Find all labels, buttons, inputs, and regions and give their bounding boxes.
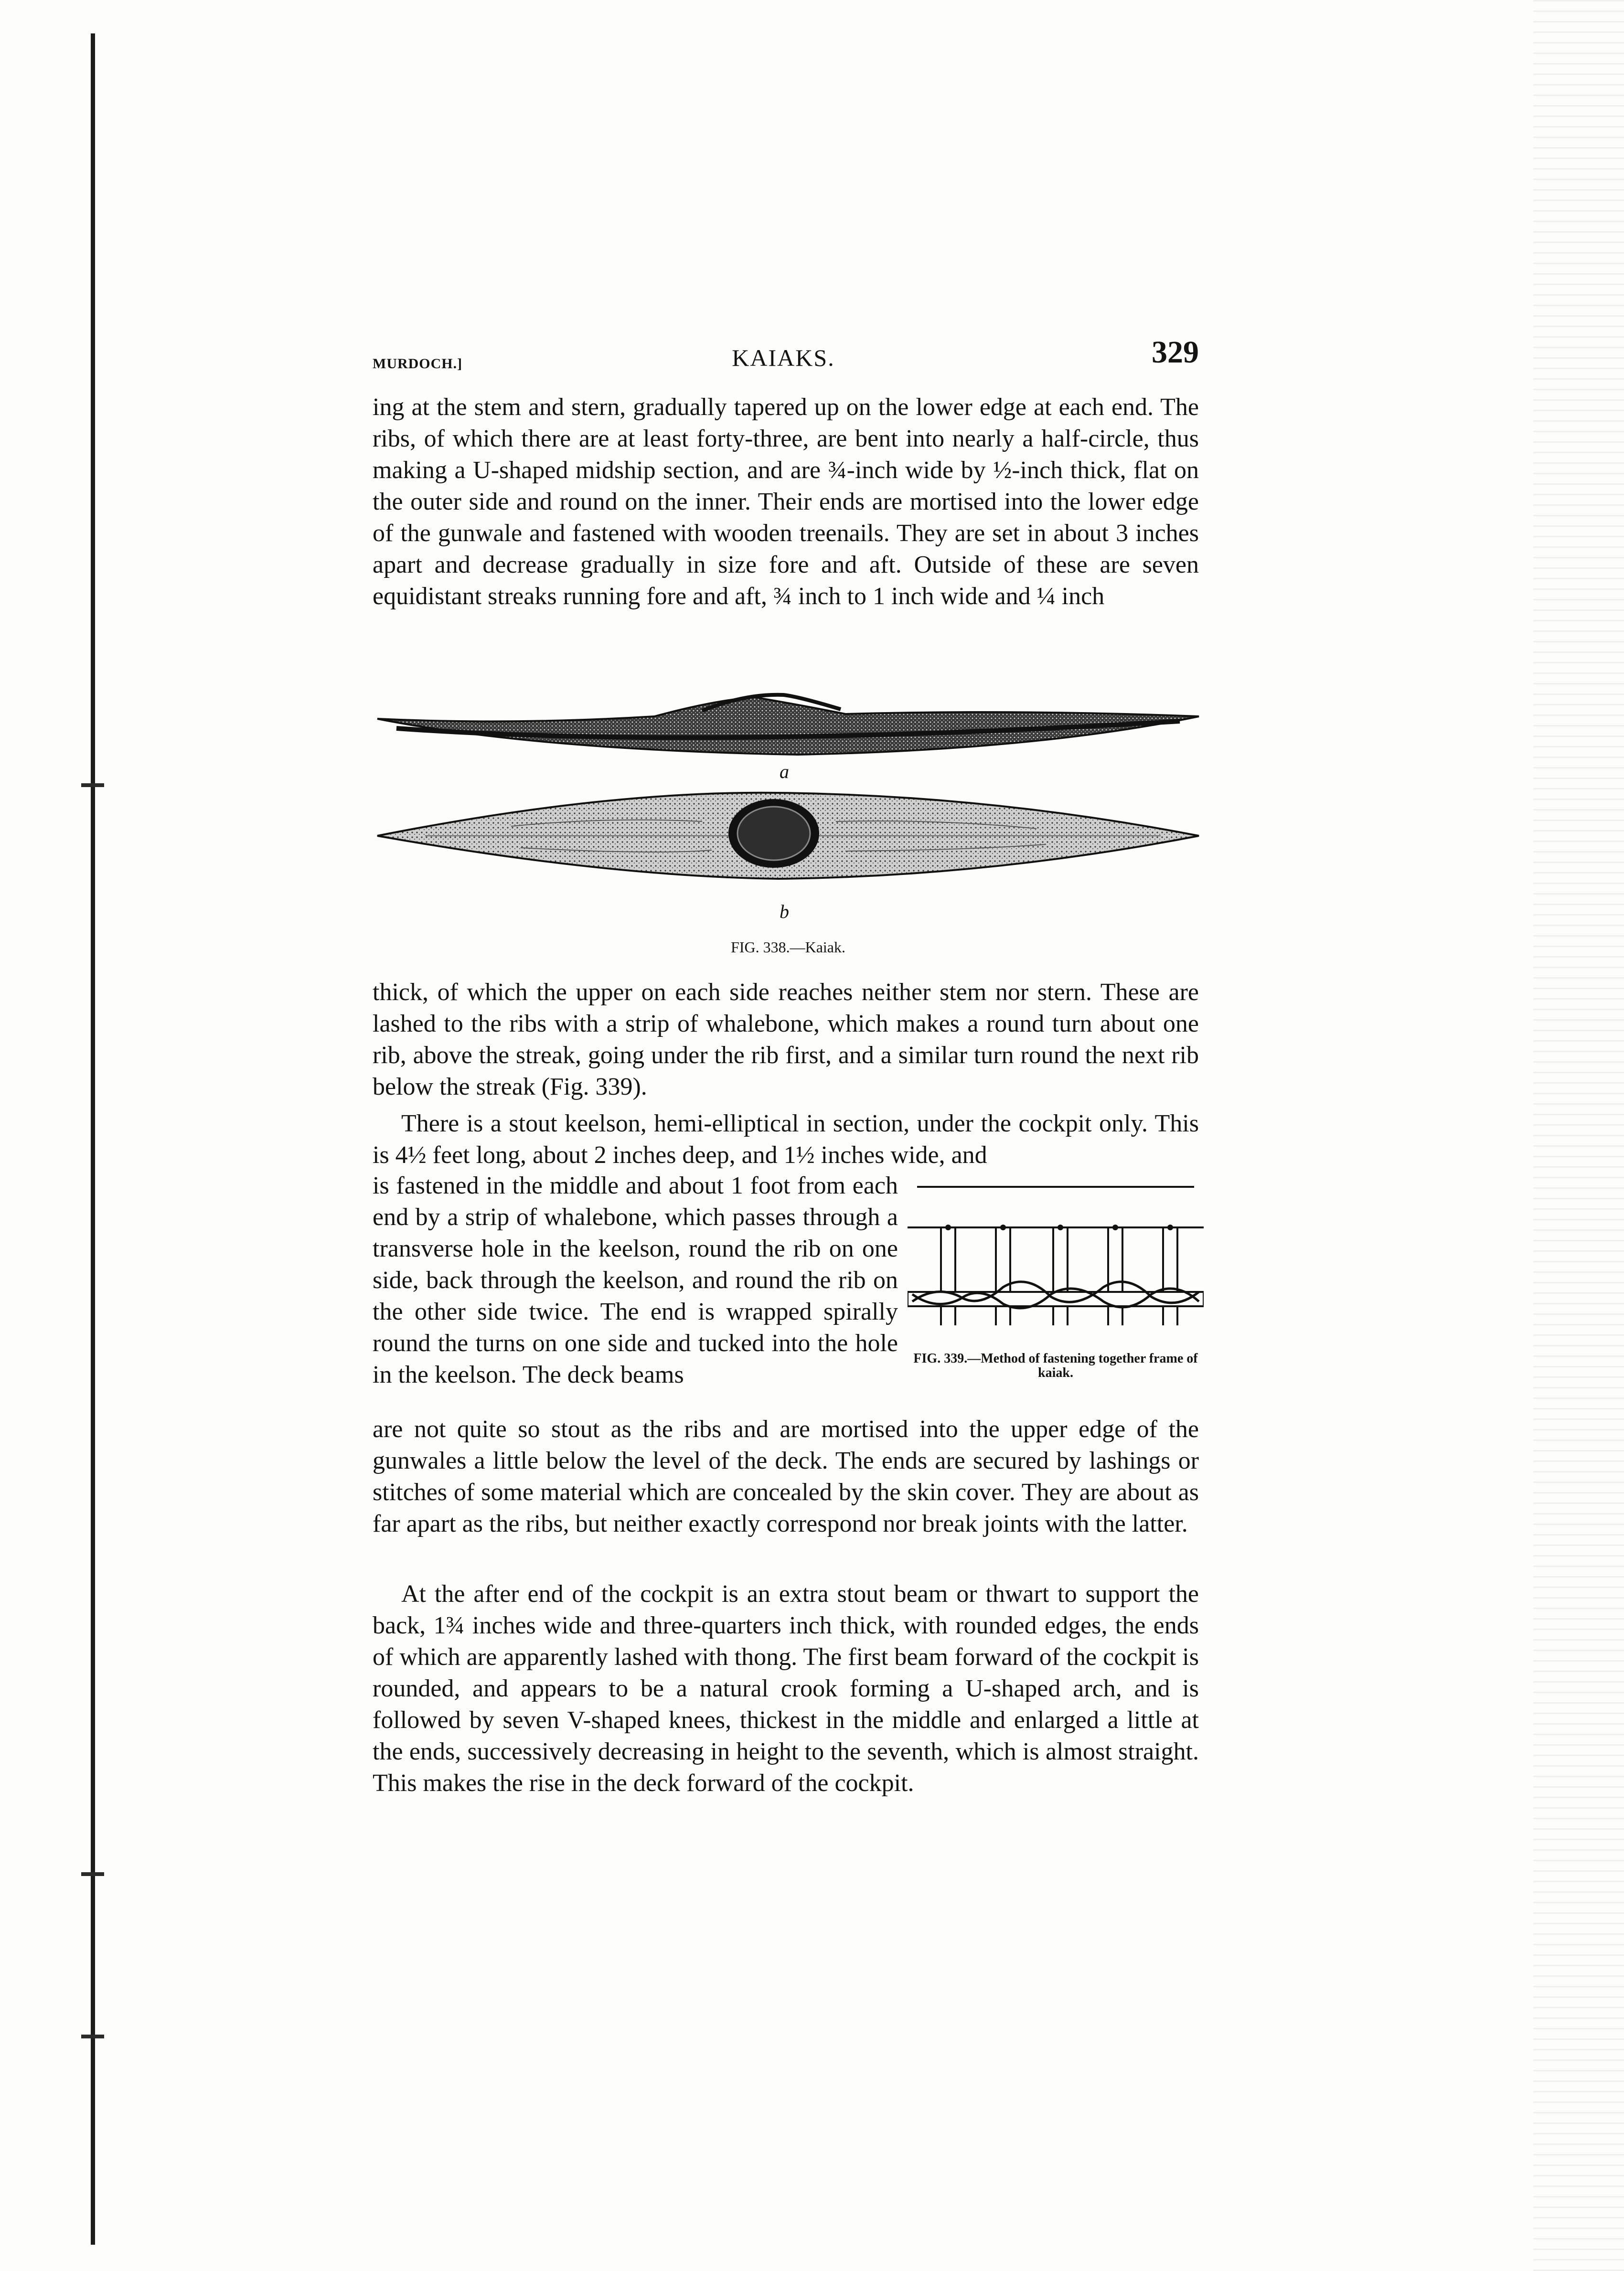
figure-label-b: b [780, 901, 789, 922]
kaiak-illustration [368, 683, 1208, 931]
frame-fastening-diagram [908, 1182, 1204, 1344]
paragraph-streaks: thick, of which the upper on each side reaches neither stem nor stern. These are lashed to the ribs with a strip of whalebone, which makes a round turn about one rib, above the streak, going under the rib first, and a similar turn round the next rib below the streak (Fig. 339). [373, 979, 1199, 1100]
figure-label-a: a [780, 761, 789, 782]
figure-338-kaiak [368, 683, 1208, 970]
figure-339-frame-fastening [908, 1182, 1204, 1392]
page-number: 329 [1152, 335, 1199, 370]
scan-edge-noise [1533, 0, 1624, 2271]
figure-338-caption: FIG. 338.—Kaiak. [731, 938, 845, 956]
running-author: MURDOCH.] [373, 356, 463, 372]
paragraph-ribs: ing at the stem and stern, gradually tapered up on the lower edge at each end. The ribs, of which there are at least forty-three, are bent into nearly a half-circle, thus making a U-shaped midship section, and are ¾-inch wide by ½-inch thick, flat on the outer side and round on the inner. Their ends are mortised into the lower edge of the gunwale and fastened with wooden treenails. They are set in about 3 inches apart and decrease gradually in size fore and aft. Outside of these are seven equidistant streaks running fore and aft, ¾ inch to 1 inch wide and ¼ inch [373, 394, 1199, 610]
binding-edge-mark [81, 1872, 104, 1876]
binding-edge-mark [81, 783, 104, 787]
paragraph-keelson: There is a stout keelson, hemi-elliptical in section, under the cockpit only. This is 4½ feet long, about 2 inches deep, and 1½ inches wide, and [373, 1110, 1199, 1169]
figure-339-caption: FIG. 339.—Method of fastening together frame of kaiak. [913, 1351, 1198, 1380]
binding-edge-line [91, 33, 95, 2245]
paragraph-deck-beams: are not quite so stout as the ribs and are mortised into the upper edge of the gunwales a little below the level of the deck. The ends are secured by lashings or stitches of some material which are concealed by the skin cover. They are about as far apart as the ribs, but neither exactly correspond nor break joints with the latter. [373, 1416, 1199, 1537]
paragraph-keelson-wrap: is fastened in the middle and about 1 foot from each end by a strip of whalebone, which passes through a transverse hole in the keelson, round the rib on one side, back through the keelson, and round the rib on the other side twice. The end is wrapped spirally round the turns on one side and tucked into the hole in the keelson. The deck beams [373, 1172, 898, 1388]
binding-edge-mark [81, 2035, 104, 2038]
paragraph-cockpit-beam: At the after end of the cockpit is an extra stout beam or thwart to support the back, 1¾ inches wide and three-quarters inch thick, with rounded edges, the ends of which are apparently lashed with thong. The first beam forward of the cockpit is rounded, and appears to be a natural crook forming a U-shaped arch, and is followed by seven V-shaped knees, thickest in the middle and enlarged a little at the ends, successively decreasing in height to the seventh, which is almost straight. This makes the rise in the deck forward of the cockpit. [373, 1580, 1199, 1797]
running-header [373, 334, 1199, 377]
kaiak-top-view [377, 793, 1199, 879]
kaiak-side-view [377, 695, 1199, 755]
running-title: KAIAKS. [732, 344, 835, 371]
